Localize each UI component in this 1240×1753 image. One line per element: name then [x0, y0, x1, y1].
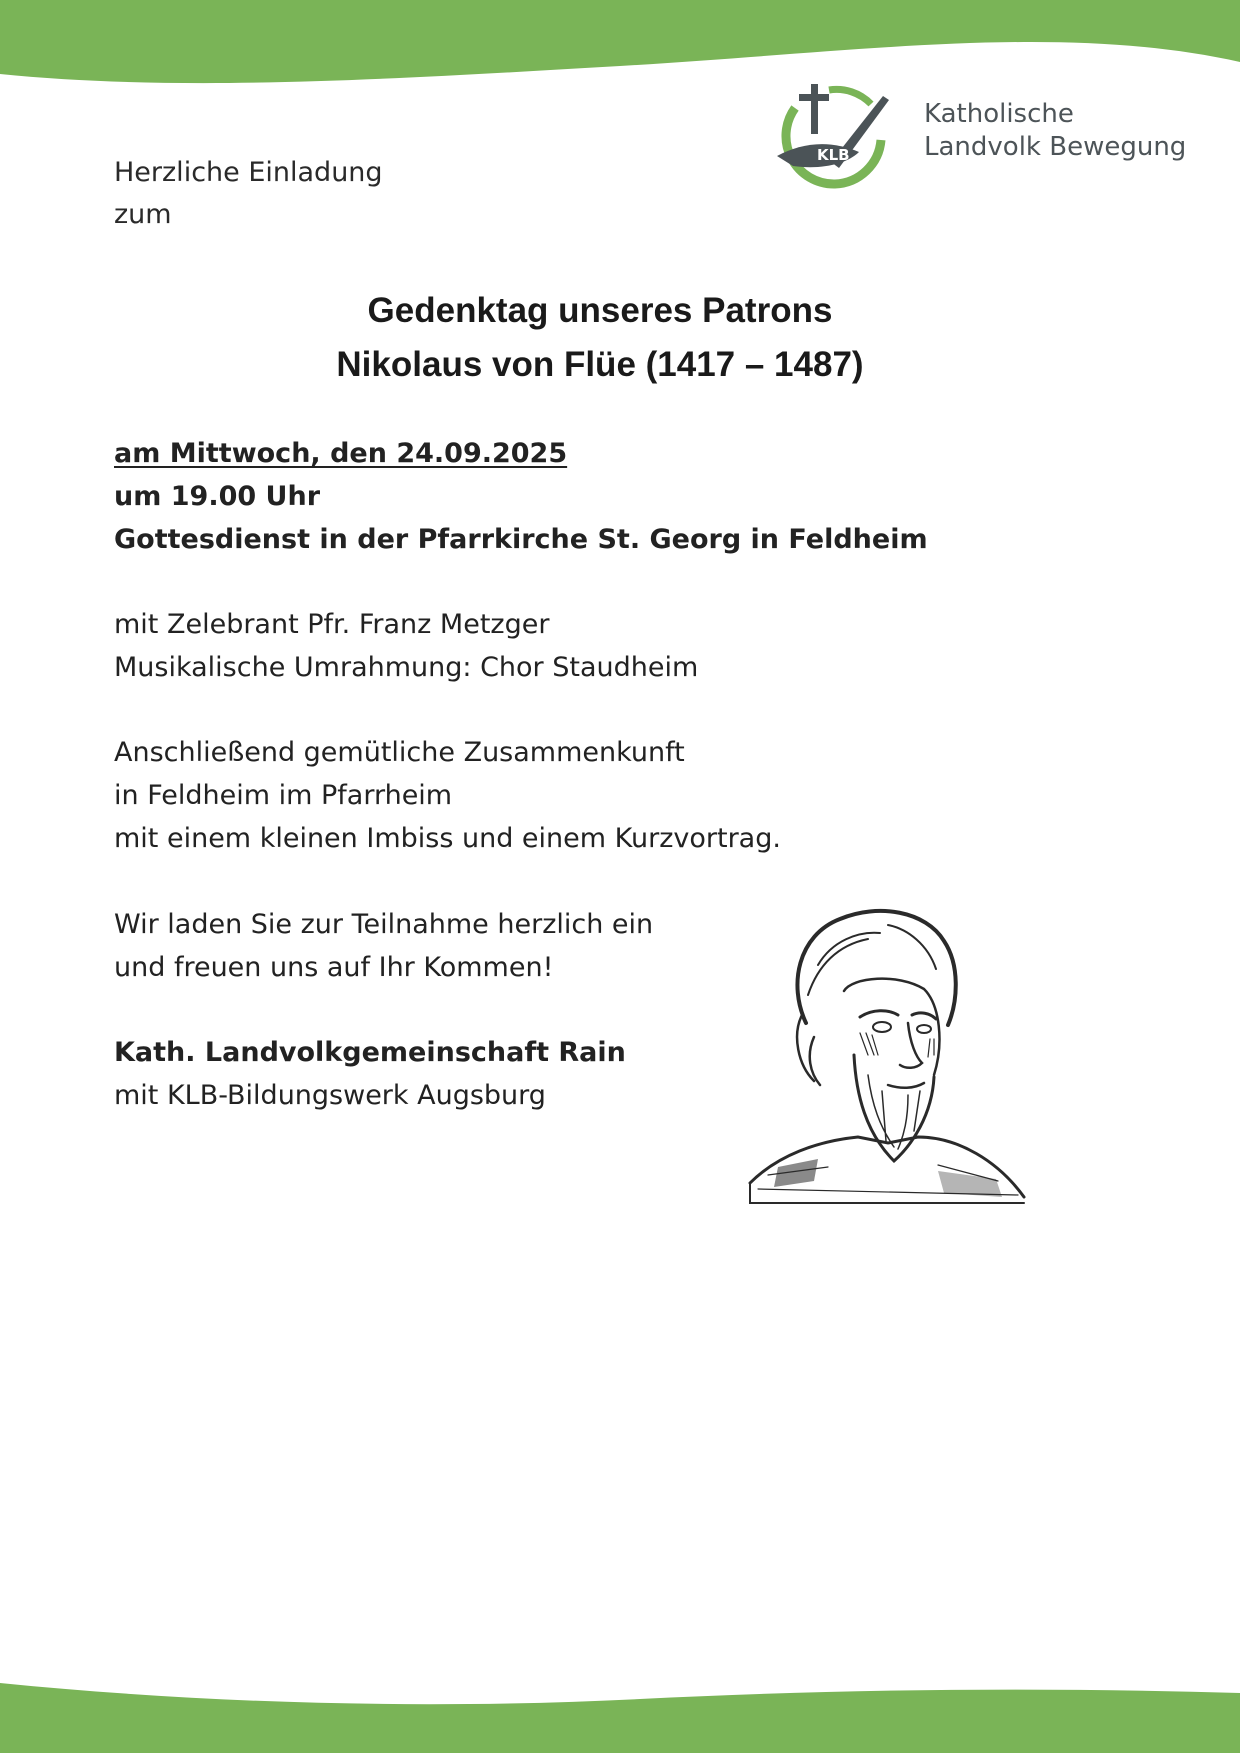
- intro-text: [114, 152, 383, 236]
- event-details: [114, 432, 928, 561]
- bottom-wave-banner: [0, 1653, 1240, 1753]
- afterwards-line2: in Feldheim im Pfarrheim: [114, 780, 453, 811]
- brand-name-line2: Landvolk Bewegung: [924, 132, 1187, 162]
- event-date: am Mittwoch, den 24.09.2025: [114, 438, 568, 469]
- event-service: Gottesdienst in der Pfarrkirche St. Georg in Feldheim: [114, 524, 928, 555]
- title-line1: Gedenktag unseres Patrons: [367, 291, 833, 330]
- invitation-line1: Wir laden Sie zur Teilnahme herzlich ein: [114, 909, 654, 940]
- brand-name-line1: Katholische: [924, 99, 1074, 129]
- klb-logo-mark: KLB: [817, 146, 850, 164]
- celebration-details: [114, 603, 698, 689]
- top-wave-banner: [0, 0, 1240, 100]
- portrait-engraving-icon: [748, 905, 1026, 1205]
- afterwards-line3: mit einem kleinen Imbiss und einem Kurzvortrag.: [114, 823, 781, 854]
- organizer: [114, 1031, 626, 1117]
- intro-line1: Herzliche Einladung: [114, 157, 383, 188]
- invitation-text: [114, 903, 653, 989]
- organizer-name: Kath. Landvolkgemeinschaft Rain: [114, 1037, 626, 1068]
- organizer-partner: mit KLB-Bildungswerk Augsburg: [114, 1080, 546, 1111]
- invitation-line2: und freuen uns auf Ihr Kommen!: [114, 952, 554, 983]
- page-title: [0, 284, 1200, 392]
- brand-name: [924, 98, 1186, 164]
- title-line2: Nikolaus von Flüe (1417 – 1487): [336, 345, 864, 384]
- event-time: um 19.00 Uhr: [114, 481, 321, 512]
- afterwards-details: [114, 731, 781, 860]
- klb-logo-icon: [773, 78, 893, 190]
- music: Musikalische Umrahmung: Chor Staudheim: [114, 652, 699, 683]
- intro-line2: zum: [114, 199, 172, 230]
- celebrant: mit Zelebrant Pfr. Franz Metzger: [114, 609, 550, 640]
- afterwards-line1: Anschließend gemütliche Zusammenkunft: [114, 737, 685, 768]
